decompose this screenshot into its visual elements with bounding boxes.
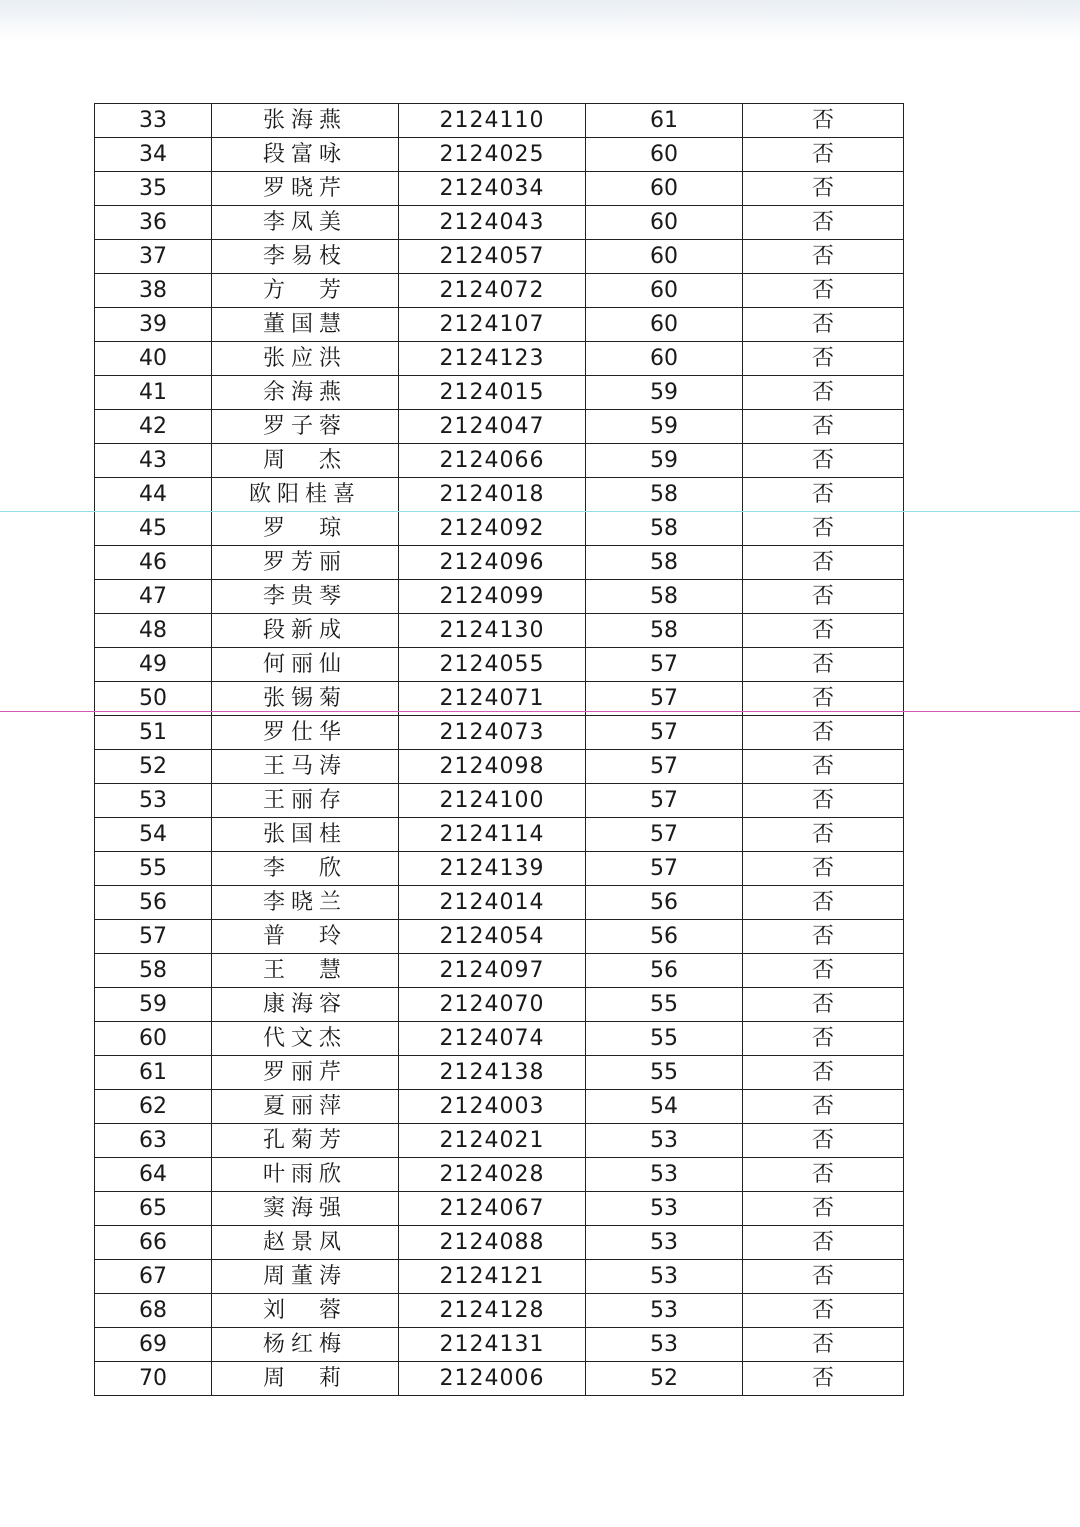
table-row: [95, 444, 904, 478]
qualified-flag-cell: 否: [743, 1090, 904, 1124]
exam-id-cell: 2124043: [399, 206, 586, 240]
exam-id-cell: 2124021: [399, 1124, 586, 1158]
row-number-cell: 63: [95, 1124, 212, 1158]
name-cell: 王马涛: [212, 750, 399, 784]
name-cell: 李晓兰: [212, 886, 399, 920]
name-cell: 赵景凤: [212, 1226, 399, 1260]
qualified-flag-cell: 否: [743, 886, 904, 920]
score-cell: 58: [586, 580, 743, 614]
name-cell: 刘 蓉: [212, 1294, 399, 1328]
name-cell: 方 芳: [212, 274, 399, 308]
row-number-cell: 62: [95, 1090, 212, 1124]
row-number-cell: 51: [95, 716, 212, 750]
row-number-cell: 68: [95, 1294, 212, 1328]
table-row: [95, 240, 904, 274]
row-number-cell: 36: [95, 206, 212, 240]
table-row: [95, 1158, 904, 1192]
table-row: [95, 172, 904, 206]
row-number-cell: 42: [95, 410, 212, 444]
table-row: [95, 512, 904, 546]
row-number-cell: 35: [95, 172, 212, 206]
row-number-cell: 70: [95, 1362, 212, 1396]
table-row: [95, 1056, 904, 1090]
exam-id-cell: 2124025: [399, 138, 586, 172]
exam-id-cell: 2124131: [399, 1328, 586, 1362]
exam-id-cell: 2124096: [399, 546, 586, 580]
exam-id-cell: 2124139: [399, 852, 586, 886]
row-number-cell: 49: [95, 648, 212, 682]
row-number-cell: 56: [95, 886, 212, 920]
scan-top-shade: [0, 0, 1080, 40]
table-row: [95, 1192, 904, 1226]
qualified-flag-cell: 否: [743, 410, 904, 444]
qualified-flag-cell: 否: [743, 580, 904, 614]
name-cell: 罗芳丽: [212, 546, 399, 580]
exam-id-cell: 2124006: [399, 1362, 586, 1396]
qualified-flag-cell: 否: [743, 1056, 904, 1090]
name-cell: 夏丽萍: [212, 1090, 399, 1124]
score-cell: 60: [586, 274, 743, 308]
table-row: [95, 546, 904, 580]
table-row: [95, 206, 904, 240]
qualified-flag-cell: 否: [743, 784, 904, 818]
qualified-flag-cell: 否: [743, 1124, 904, 1158]
table-row: [95, 852, 904, 886]
row-number-cell: 59: [95, 988, 212, 1022]
row-number-cell: 69: [95, 1328, 212, 1362]
qualified-flag-cell: 否: [743, 138, 904, 172]
name-cell: 罗仕华: [212, 716, 399, 750]
qualified-flag-cell: 否: [743, 240, 904, 274]
score-cell: 55: [586, 1056, 743, 1090]
row-number-cell: 66: [95, 1226, 212, 1260]
score-cell: 60: [586, 240, 743, 274]
scan-artifact-line-cyan: [0, 511, 1080, 512]
score-cell: 53: [586, 1260, 743, 1294]
results-table: [94, 103, 904, 1396]
score-cell: 54: [586, 1090, 743, 1124]
exam-id-cell: 2124130: [399, 614, 586, 648]
name-cell: 何丽仙: [212, 648, 399, 682]
qualified-flag-cell: 否: [743, 1362, 904, 1396]
score-cell: 56: [586, 954, 743, 988]
row-number-cell: 33: [95, 104, 212, 138]
score-cell: 53: [586, 1328, 743, 1362]
name-cell: 张国桂: [212, 818, 399, 852]
exam-id-cell: 2124098: [399, 750, 586, 784]
table-row: [95, 104, 904, 138]
row-number-cell: 39: [95, 308, 212, 342]
row-number-cell: 64: [95, 1158, 212, 1192]
score-cell: 59: [586, 376, 743, 410]
table-row: [95, 1328, 904, 1362]
table-row: [95, 716, 904, 750]
score-cell: 57: [586, 682, 743, 716]
name-cell: 张海燕: [212, 104, 399, 138]
name-cell: 康海容: [212, 988, 399, 1022]
exam-id-cell: 2124054: [399, 920, 586, 954]
exam-id-cell: 2124070: [399, 988, 586, 1022]
table-row: [95, 1022, 904, 1056]
row-number-cell: 50: [95, 682, 212, 716]
score-cell: 53: [586, 1294, 743, 1328]
exam-id-cell: 2124138: [399, 1056, 586, 1090]
exam-id-cell: 2124073: [399, 716, 586, 750]
score-cell: 55: [586, 988, 743, 1022]
name-cell: 李贵琴: [212, 580, 399, 614]
qualified-flag-cell: 否: [743, 308, 904, 342]
score-cell: 57: [586, 648, 743, 682]
exam-id-cell: 2124088: [399, 1226, 586, 1260]
name-cell: 段富咏: [212, 138, 399, 172]
table-row: [95, 478, 904, 512]
row-number-cell: 55: [95, 852, 212, 886]
score-cell: 56: [586, 920, 743, 954]
row-number-cell: 52: [95, 750, 212, 784]
exam-id-cell: 2124014: [399, 886, 586, 920]
score-cell: 60: [586, 342, 743, 376]
score-cell: 58: [586, 614, 743, 648]
exam-id-cell: 2124114: [399, 818, 586, 852]
table-row: [95, 342, 904, 376]
qualified-flag-cell: 否: [743, 1260, 904, 1294]
score-cell: 57: [586, 716, 743, 750]
score-cell: 57: [586, 818, 743, 852]
row-number-cell: 41: [95, 376, 212, 410]
qualified-flag-cell: 否: [743, 274, 904, 308]
table-row: [95, 818, 904, 852]
qualified-flag-cell: 否: [743, 682, 904, 716]
name-cell: 周董涛: [212, 1260, 399, 1294]
qualified-flag-cell: 否: [743, 954, 904, 988]
qualified-flag-cell: 否: [743, 920, 904, 954]
name-cell: 普 玲: [212, 920, 399, 954]
table-row: [95, 784, 904, 818]
exam-id-cell: 2124121: [399, 1260, 586, 1294]
exam-id-cell: 2124067: [399, 1192, 586, 1226]
score-cell: 60: [586, 206, 743, 240]
qualified-flag-cell: 否: [743, 750, 904, 784]
qualified-flag-cell: 否: [743, 716, 904, 750]
table-row: [95, 580, 904, 614]
exam-id-cell: 2124128: [399, 1294, 586, 1328]
name-cell: 杨红梅: [212, 1328, 399, 1362]
score-cell: 56: [586, 886, 743, 920]
qualified-flag-cell: 否: [743, 172, 904, 206]
name-cell: 董国慧: [212, 308, 399, 342]
row-number-cell: 58: [95, 954, 212, 988]
qualified-flag-cell: 否: [743, 614, 904, 648]
qualified-flag-cell: 否: [743, 1192, 904, 1226]
row-number-cell: 47: [95, 580, 212, 614]
table-row: [95, 750, 904, 784]
name-cell: 窦海强: [212, 1192, 399, 1226]
qualified-flag-cell: 否: [743, 478, 904, 512]
qualified-flag-cell: 否: [743, 512, 904, 546]
table-row: [95, 274, 904, 308]
name-cell: 孔菊芳: [212, 1124, 399, 1158]
exam-id-cell: 2124110: [399, 104, 586, 138]
name-cell: 罗丽芹: [212, 1056, 399, 1090]
row-number-cell: 44: [95, 478, 212, 512]
table-row: [95, 1124, 904, 1158]
qualified-flag-cell: 否: [743, 1158, 904, 1192]
score-cell: 53: [586, 1158, 743, 1192]
table-row: [95, 920, 904, 954]
exam-id-cell: 2124099: [399, 580, 586, 614]
qualified-flag-cell: 否: [743, 988, 904, 1022]
name-cell: 王丽存: [212, 784, 399, 818]
qualified-flag-cell: 否: [743, 1294, 904, 1328]
exam-id-cell: 2124074: [399, 1022, 586, 1056]
score-cell: 55: [586, 1022, 743, 1056]
table-row: [95, 410, 904, 444]
score-cell: 57: [586, 852, 743, 886]
exam-id-cell: 2124097: [399, 954, 586, 988]
table-row: [95, 1090, 904, 1124]
table-row: [95, 1260, 904, 1294]
qualified-flag-cell: 否: [743, 546, 904, 580]
score-cell: 59: [586, 410, 743, 444]
row-number-cell: 61: [95, 1056, 212, 1090]
exam-id-cell: 2124057: [399, 240, 586, 274]
row-number-cell: 53: [95, 784, 212, 818]
row-number-cell: 34: [95, 138, 212, 172]
exam-id-cell: 2124003: [399, 1090, 586, 1124]
score-cell: 57: [586, 750, 743, 784]
exam-id-cell: 2124072: [399, 274, 586, 308]
exam-id-cell: 2124018: [399, 478, 586, 512]
table-row: [95, 1226, 904, 1260]
score-cell: 60: [586, 138, 743, 172]
table-row: [95, 648, 904, 682]
row-number-cell: 67: [95, 1260, 212, 1294]
exam-id-cell: 2124055: [399, 648, 586, 682]
row-number-cell: 54: [95, 818, 212, 852]
name-cell: 李易枝: [212, 240, 399, 274]
exam-id-cell: 2124100: [399, 784, 586, 818]
row-number-cell: 46: [95, 546, 212, 580]
table-row: [95, 1294, 904, 1328]
name-cell: 罗子蓉: [212, 410, 399, 444]
table-row: [95, 376, 904, 410]
score-cell: 58: [586, 512, 743, 546]
exam-id-cell: 2124034: [399, 172, 586, 206]
exam-id-cell: 2124071: [399, 682, 586, 716]
score-cell: 57: [586, 784, 743, 818]
name-cell: 欧阳桂喜: [212, 478, 399, 512]
qualified-flag-cell: 否: [743, 852, 904, 886]
score-cell: 58: [586, 478, 743, 512]
score-cell: 60: [586, 308, 743, 342]
results-table-body: [95, 104, 904, 1396]
row-number-cell: 40: [95, 342, 212, 376]
score-cell: 58: [586, 546, 743, 580]
table-row: [95, 954, 904, 988]
score-cell: 60: [586, 172, 743, 206]
name-cell: 李 欣: [212, 852, 399, 886]
exam-id-cell: 2124123: [399, 342, 586, 376]
row-number-cell: 57: [95, 920, 212, 954]
table-row: [95, 988, 904, 1022]
row-number-cell: 43: [95, 444, 212, 478]
scan-artifact-line-magenta: [0, 711, 1080, 712]
score-cell: 61: [586, 104, 743, 138]
exam-id-cell: 2124047: [399, 410, 586, 444]
qualified-flag-cell: 否: [743, 104, 904, 138]
name-cell: 叶雨欣: [212, 1158, 399, 1192]
qualified-flag-cell: 否: [743, 444, 904, 478]
name-cell: 罗晓芹: [212, 172, 399, 206]
score-cell: 53: [586, 1226, 743, 1260]
qualified-flag-cell: 否: [743, 342, 904, 376]
exam-id-cell: 2124092: [399, 512, 586, 546]
table-row: [95, 614, 904, 648]
row-number-cell: 60: [95, 1022, 212, 1056]
table-row: [95, 308, 904, 342]
row-number-cell: 45: [95, 512, 212, 546]
table-row: [95, 138, 904, 172]
qualified-flag-cell: 否: [743, 376, 904, 410]
name-cell: 周 杰: [212, 444, 399, 478]
score-cell: 53: [586, 1124, 743, 1158]
name-cell: 李凤美: [212, 206, 399, 240]
name-cell: 王 慧: [212, 954, 399, 988]
name-cell: 张锡菊: [212, 682, 399, 716]
name-cell: 段新成: [212, 614, 399, 648]
name-cell: 周 莉: [212, 1362, 399, 1396]
name-cell: 罗 琼: [212, 512, 399, 546]
name-cell: 张应洪: [212, 342, 399, 376]
score-cell: 59: [586, 444, 743, 478]
qualified-flag-cell: 否: [743, 818, 904, 852]
row-number-cell: 65: [95, 1192, 212, 1226]
qualified-flag-cell: 否: [743, 1328, 904, 1362]
name-cell: 代文杰: [212, 1022, 399, 1056]
row-number-cell: 38: [95, 274, 212, 308]
qualified-flag-cell: 否: [743, 1226, 904, 1260]
exam-id-cell: 2124107: [399, 308, 586, 342]
qualified-flag-cell: 否: [743, 1022, 904, 1056]
qualified-flag-cell: 否: [743, 648, 904, 682]
row-number-cell: 48: [95, 614, 212, 648]
row-number-cell: 37: [95, 240, 212, 274]
score-cell: 52: [586, 1362, 743, 1396]
exam-id-cell: 2124066: [399, 444, 586, 478]
table-row: [95, 1362, 904, 1396]
name-cell: 余海燕: [212, 376, 399, 410]
qualified-flag-cell: 否: [743, 206, 904, 240]
exam-id-cell: 2124028: [399, 1158, 586, 1192]
table-row: [95, 886, 904, 920]
exam-id-cell: 2124015: [399, 376, 586, 410]
score-cell: 53: [586, 1192, 743, 1226]
